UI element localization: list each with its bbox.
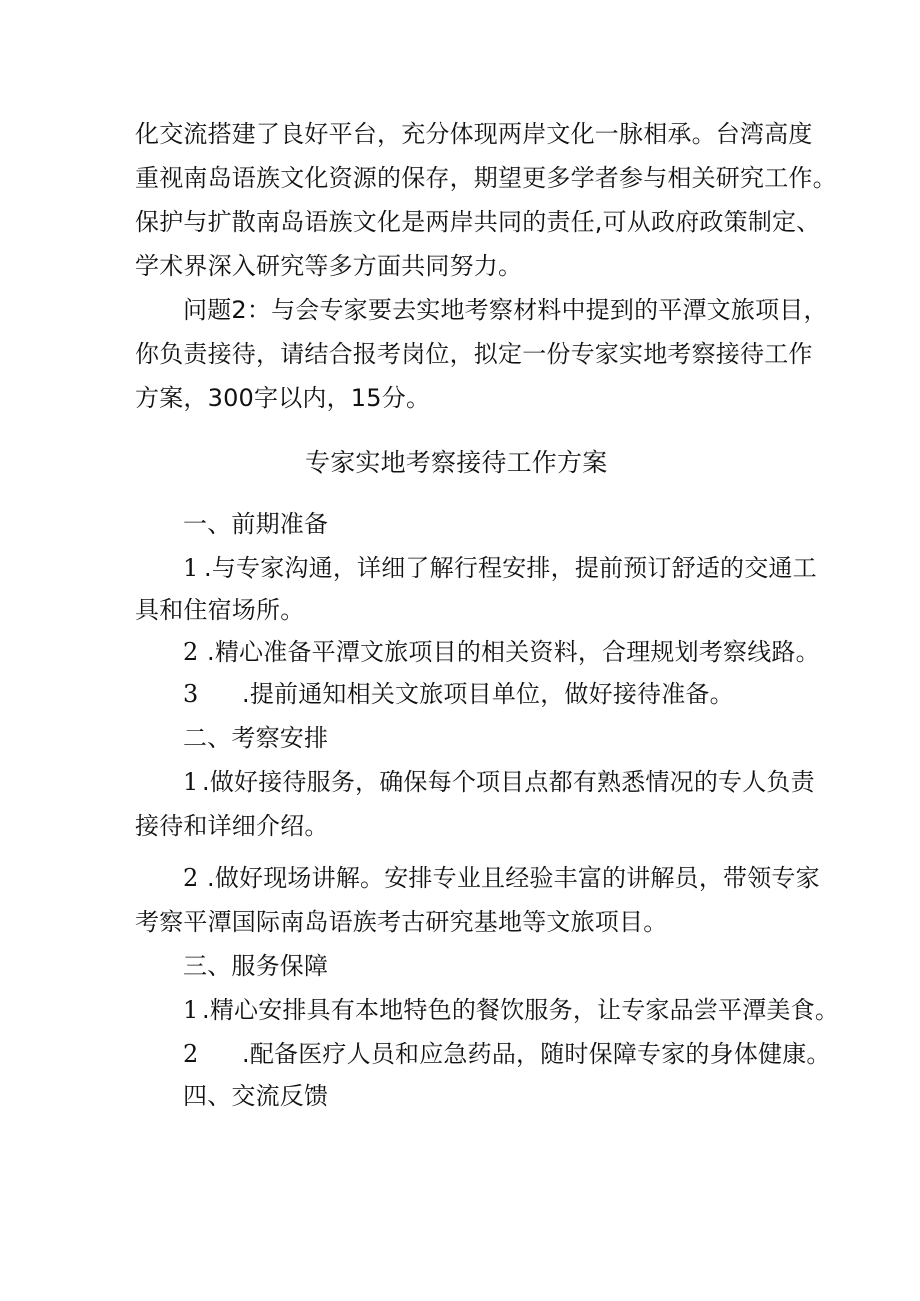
item-line: .精心安排具有本地特色的餐饮服务，让专家品尝平潭美食。 (202, 996, 840, 1024)
item-line: .配备医疗人员和应急药品，随时保障专家的身体健康。 (242, 1040, 831, 1068)
intro-line-4: 学术界深入研究等多方面共同努力。 (135, 252, 523, 280)
section-heading-1: 一、前期准备 (183, 510, 329, 538)
item-number: 2 (183, 638, 199, 666)
question-line-1: 问题2：与会专家要去实地考察材料中提到的平潭文旅项目， (183, 296, 828, 324)
item-number: 2 (183, 1040, 199, 1068)
intro-line-1: 化交流搭建了良好平台，充分体现两岸文化一脉相承。台湾高度 (135, 120, 813, 148)
item-line: .做好接待服务，确保每个项目点都有熟悉情况的专人负责 (202, 768, 815, 796)
item-line: 接待和详细介绍。 (135, 812, 329, 840)
section-heading-2: 二、考察安排 (183, 724, 329, 752)
item-line: 具和住宿场所。 (135, 596, 305, 624)
item-line: .与专家沟通，详细了解行程安排，提前预订舒适的交通工 (204, 554, 817, 582)
plan-title: 专家实地考察接待工作方案 (305, 448, 608, 477)
item-number: 1 (183, 768, 199, 796)
question-line-3: 方案，300字以内，15分。 (135, 384, 431, 412)
section-heading-3: 三、服务保障 (183, 952, 329, 980)
item-line: .提前通知相关文旅项目单位，做好接待准备。 (242, 680, 734, 708)
item-number: 1 (183, 554, 199, 582)
intro-line-3: 保护与扩散南岛语族文化是两岸共同的责任,可从政府政策制定、 (135, 208, 821, 236)
item-line: 考察平潭国际南岛语族考古研究基地等文旅项目。 (135, 908, 668, 936)
item-number: 2 (183, 864, 199, 892)
item-number: 3 (183, 680, 199, 708)
section-heading-4: 四、交流反馈 (183, 1082, 329, 1110)
question-line-2: 你负责接待，请结合报考岗位，拟定一份专家实地考察接待工作 (135, 340, 813, 368)
item-line: .精心准备平潭文旅项目的相关资料，合理规划考察线路。 (207, 638, 820, 666)
intro-line-2: 重视南岛语族文化资源的保存，期望更多学者参与相关研究工作。 (135, 164, 837, 192)
item-number: 1 (183, 996, 199, 1024)
item-line: .做好现场讲解。安排专业且经验丰富的讲解员，带领专家 (207, 864, 820, 892)
